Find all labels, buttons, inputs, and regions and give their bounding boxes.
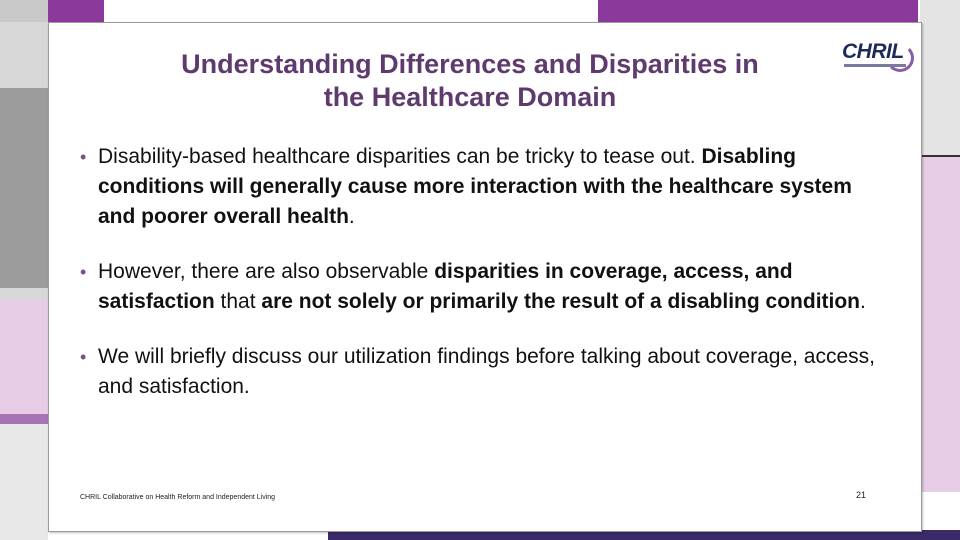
bg-block-right-gray (920, 0, 960, 156)
logo-text: CHRIL (842, 40, 904, 63)
bullet-item (80, 142, 880, 232)
bg-block-right-purple (920, 156, 960, 492)
logo-subtitle-bar (844, 64, 906, 67)
bg-block-purple-top-mid (598, 0, 918, 22)
bg-block-left-gray-dark (0, 88, 48, 288)
bg-block-right-line (920, 155, 960, 157)
bullet-list (80, 142, 880, 427)
bg-block-gray-top-left (0, 0, 48, 22)
bullet-text: Disability-based healthcare disparities can be tricky to tease out. Disabling conditions will generally cause more interaction with the healthcare system and poorer overall health. (98, 145, 852, 228)
bullet-dot-icon: • (80, 347, 87, 367)
bullet-text: However, there are also observable disparities in coverage, access, and satisfaction that are not solely or primarily the result of a disabling condition. (98, 260, 866, 313)
page-number: 21 (856, 490, 867, 500)
slide-title (100, 48, 840, 114)
footer-text: CHRIL Collaborative on Health Reform and Independent Living (80, 494, 276, 501)
bullet-item (80, 257, 880, 317)
bg-block-left-purple-dark (0, 414, 48, 424)
bg-block-left-purple (0, 300, 48, 422)
bullet-dot-icon: • (80, 262, 87, 282)
bg-block-left-gray-bottom (0, 424, 48, 540)
chril-logo (842, 40, 912, 74)
title-line-2: the Healthcare Domain (323, 82, 617, 112)
bg-block-purple-top-left (48, 0, 104, 22)
title-line-1: Understanding Differences and Disparities in (181, 49, 759, 79)
bullet-text: We will briefly discuss our utilization findings before talking about coverage, access, and satisfaction. (98, 345, 875, 398)
bullet-item (80, 342, 880, 402)
bullet-dot-icon: • (80, 147, 87, 167)
logo-arc-icon (886, 44, 914, 72)
